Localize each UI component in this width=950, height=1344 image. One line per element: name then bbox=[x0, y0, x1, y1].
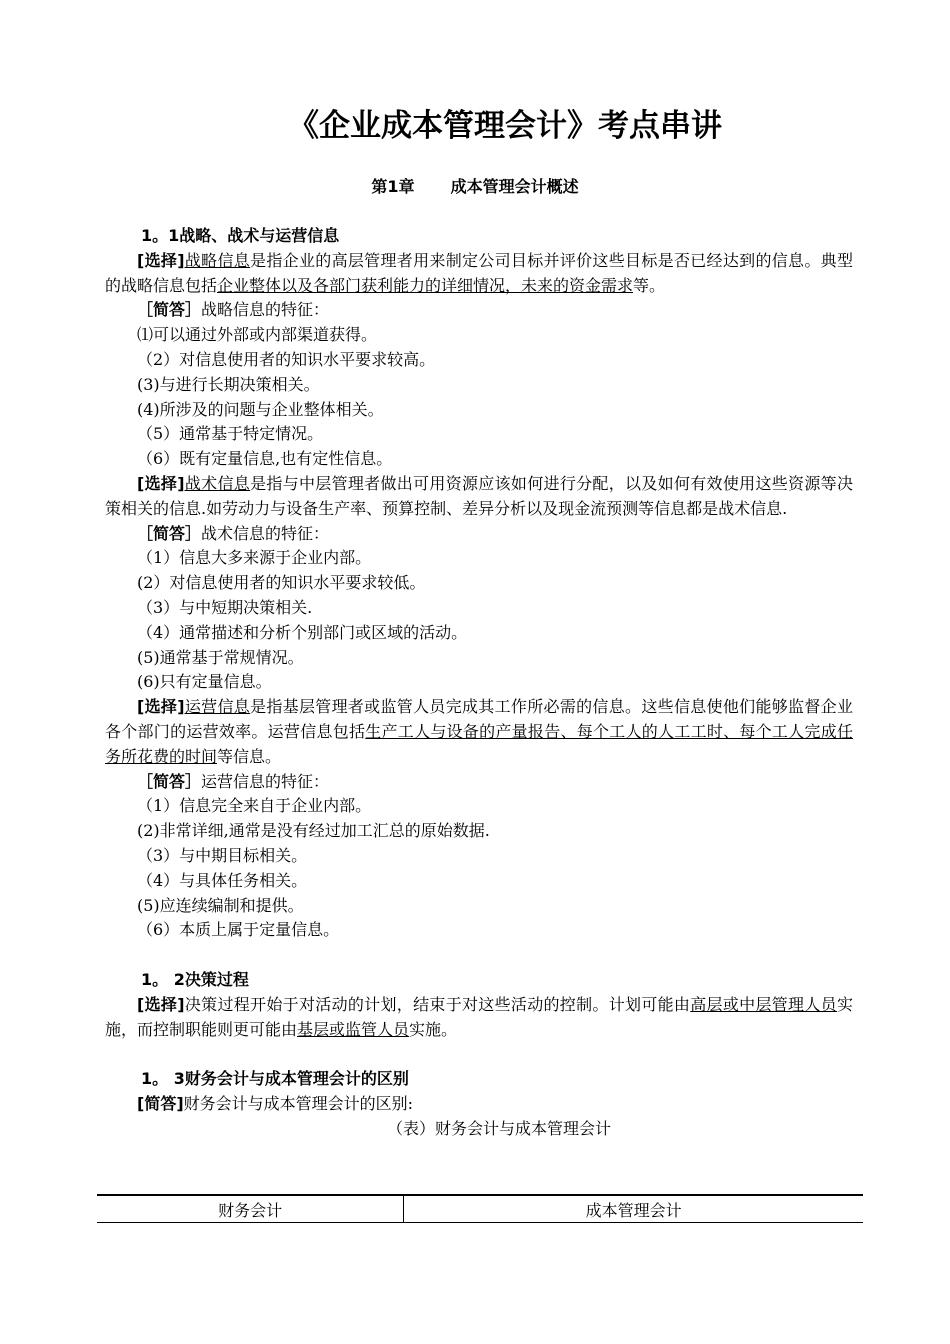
short-answer-line: ［简答］运营信息的特征： bbox=[137, 771, 330, 791]
list-item: (6)只有定量信息。 bbox=[137, 672, 272, 692]
list-item: （5）通常基于特定情况。 bbox=[137, 424, 324, 444]
term-tactical-info: 战术信息 bbox=[184, 473, 251, 493]
list-item: (4)所涉及的问题与企业整体相关。 bbox=[137, 399, 384, 419]
list-item: （3）与中短期决策相关. bbox=[137, 597, 313, 617]
section-heading-1-2: 1。 2决策过程 bbox=[141, 969, 249, 989]
short-answer-tag: ［简答］ bbox=[137, 300, 202, 320]
choice-tag: [选择] bbox=[137, 250, 185, 270]
term-strategic-info: 战略信息 bbox=[184, 250, 251, 270]
list-item: （1）信息完全来自于企业内部。 bbox=[137, 796, 372, 816]
table-caption: （表）财务会计与成本管理会计 bbox=[386, 1118, 611, 1138]
short-answer-line: ［简答］战术信息的特征： bbox=[137, 523, 330, 543]
short-answer-tag: ［简答］ bbox=[137, 771, 202, 791]
list-item: （3）与中期目标相关。 bbox=[137, 845, 308, 865]
list-item: ⑴可以通过外部或内部渠道获得。 bbox=[137, 325, 378, 345]
list-item: （6）既有定量信息,也有定性信息。 bbox=[137, 449, 393, 469]
list-item: (5)通常基于常规情况。 bbox=[137, 647, 304, 667]
choice-tag: [选择] bbox=[137, 994, 185, 1014]
list-item: （1）信息大多来源于企业内部。 bbox=[137, 548, 372, 568]
choice-tag: [选择] bbox=[137, 473, 185, 493]
section-heading-1-1: 1。1战略、战术与运营信息 bbox=[141, 226, 340, 245]
comparison-table bbox=[97, 1194, 863, 1223]
chapter-name: 成本管理会计概述 bbox=[450, 177, 579, 196]
underlined-phrase: 高层或中层管理人员 bbox=[690, 994, 837, 1014]
operational-info-paragraph: [选择]运营信息是指基层管理者或监管人员完成其工作所必需的信息。这些信息使他们能够监督企业各个部门的运营效率。运营信息包括生产工人与设备的产量报告、每个工人的人工工时、每个工人完成任务所花费的时间等信息。 bbox=[105, 697, 853, 766]
strategic-info-paragraph: [选择]战略信息是指企业的高层管理者用来制定公司目标并评价这些目标是否已经达到的信息。典型的战略信息包括企业整体以及各部门获利能力的详细情况，未来的资金需求等。 bbox=[105, 250, 853, 295]
list-item: （4）与具体任务相关。 bbox=[137, 870, 308, 890]
short-answer-tag: [简答] bbox=[137, 1093, 184, 1113]
section-heading-1-3: 1。 3财务会计与成本管理会计的区别 bbox=[141, 1069, 409, 1089]
list-item: (5)应连续编制和提供。 bbox=[137, 895, 304, 915]
underlined-phrase: 生产工人与设备的产量报告、每个工人的人工工时、每个工人完成任务所花费的时间 bbox=[105, 721, 853, 766]
document-body bbox=[105, 224, 853, 1141]
underlined-phrase: 基层或监管人员 bbox=[297, 1019, 410, 1039]
list-item: （6）本质上属于定量信息。 bbox=[137, 920, 340, 940]
list-item: (2)非常详细,通常是没有经过加工汇总的原始数据. bbox=[137, 821, 490, 841]
tactical-info-paragraph: [选择]战术信息是指与中层管理者做出可用资源应该如何进行分配，以及如何有效使用这些资源等决策相关的信息.如劳动力与设备生产率、预算控制、差异分析以及现金流预测等信息都是战术信息. bbox=[105, 473, 853, 518]
table-header-row bbox=[97, 1195, 863, 1223]
short-answer-line: ［简答］战略信息的特征： bbox=[137, 300, 330, 320]
chapter-number: 第1章 bbox=[371, 177, 415, 196]
column-header-cost-management-accounting: 成本管理会计 bbox=[404, 1195, 863, 1223]
decision-process-paragraph: [选择]决策过程开始于对活动的计划，结束于对这些活动的控制。计划可能由高层或中层管理人员实施，而控制职能则更可能由基层或监管人员实施。 bbox=[105, 994, 853, 1039]
difference-intro-line: [简答]财务会计与成本管理会计的区别: bbox=[137, 1093, 414, 1113]
short-answer-tag: ［简答］ bbox=[137, 523, 202, 543]
chapter-heading bbox=[0, 174, 950, 200]
column-header-financial-accounting: 财务会计 bbox=[97, 1195, 404, 1223]
list-item: (3)与进行长期决策相关。 bbox=[137, 374, 320, 394]
list-item: (2）对信息使用者的知识水平要求较低。 bbox=[137, 573, 426, 593]
underlined-phrase: 企业整体以及各部门获利能力的详细情况，未来的资金需求 bbox=[217, 275, 634, 295]
list-item: （2）对信息使用者的知识水平要求较高。 bbox=[137, 349, 436, 369]
choice-tag: [选择] bbox=[137, 697, 185, 717]
document-title: 《企业成本管理会计》考点串讲 bbox=[288, 108, 722, 144]
list-item: （4）通常描述和分析个别部门或区域的活动。 bbox=[137, 622, 468, 642]
term-operational-info: 运营信息 bbox=[184, 697, 251, 717]
